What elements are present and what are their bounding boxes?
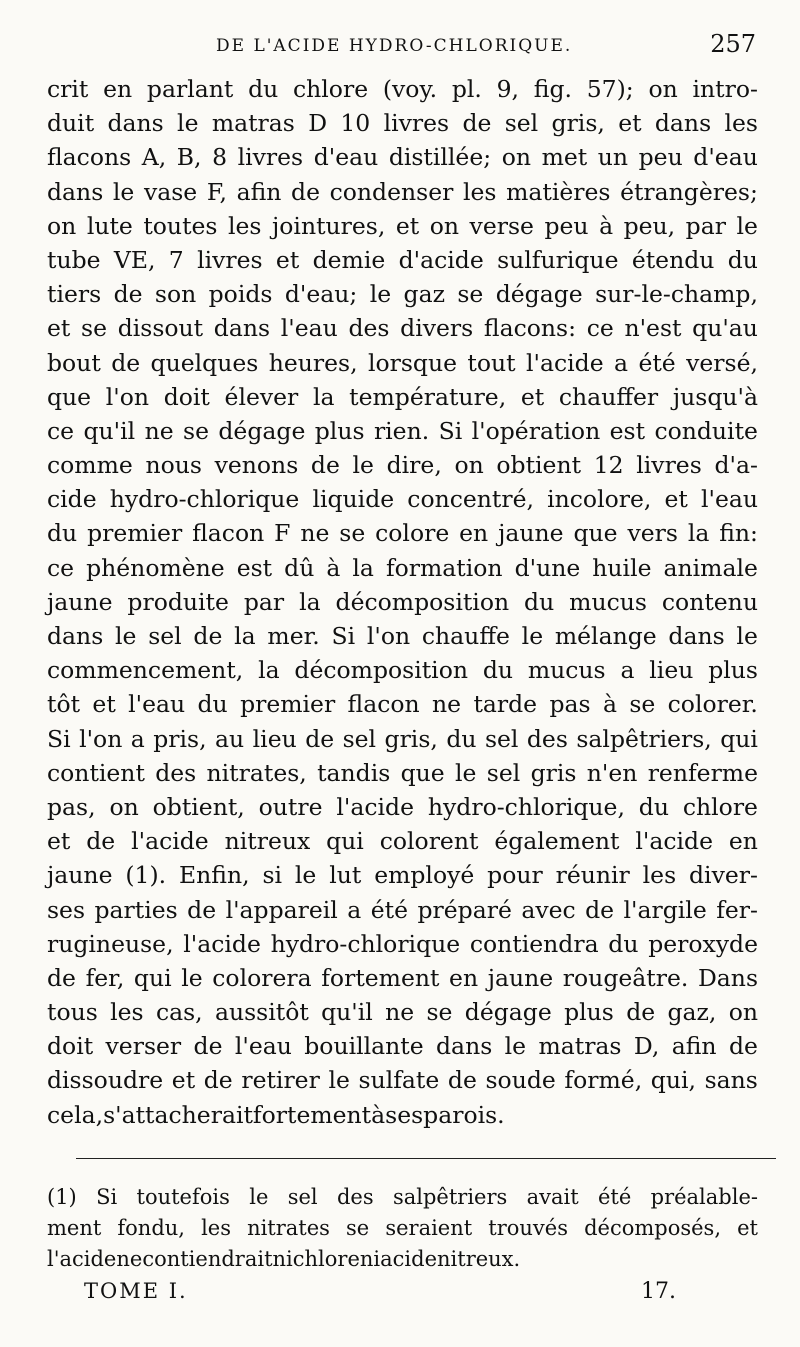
body-line: Si l'on a pris, au lieu de sel gris, du sel des salpêtriers, qui: [47, 724, 758, 753]
body-text: [47, 72, 758, 1132]
body-line: crit en parlant du chlore (voy. pl. 9, fig. 57); on intro-: [47, 75, 758, 103]
body-line: de fer, qui le colorera fortement en jaune rougeâtre. Dans: [47, 963, 758, 992]
footnote: [47, 1182, 758, 1275]
running-title: DE L'ACIDE HYDRO-CHLORIQUE.: [216, 36, 573, 56]
body-line: cela, s'attacherait fortement à ses parois.: [47, 1100, 505, 1129]
running-header: [48, 28, 756, 64]
body-line: rugineuse, l'acide hydro-chlorique contiendra du peroxyde: [47, 929, 758, 958]
body-line: commencement, la décomposition du mucus a lieu plus: [47, 656, 758, 685]
tome-label: TOME I.: [84, 1279, 188, 1303]
body-line: doit verser de l'eau bouillante dans le matras D, afin de: [47, 1032, 758, 1061]
footnote-line: ment fondu, les nitrates se seraient trouvés décomposés, et: [47, 1216, 758, 1240]
body-line: tôt et l'eau du premier flacon ne tarde pas à se colorer.: [47, 690, 758, 719]
page-number: 257: [710, 30, 756, 58]
body-line: et de l'acide nitreux qui colorent également l'acide en: [47, 827, 758, 856]
body-line: ses parties de l'appareil a été préparé avec de l'argile fer-: [47, 895, 758, 924]
page-footer: [84, 1279, 676, 1313]
body-line: ce qu'il ne se dégage plus rien. Si l'opération est conduite: [47, 416, 758, 445]
footnote-line: (1) Si toutefois le sel des salpêtriers avait été préalable-: [47, 1185, 758, 1209]
body-line: cide hydro-chlorique liquide concentré, incolore, et l'eau: [47, 485, 758, 514]
body-line: tube VE, 7 livres et demie d'acide sulfurique étendu du: [47, 245, 758, 274]
body-line: dans le vase F, afin de condenser les matières étrangères;: [47, 177, 758, 206]
signature-mark: 17.: [641, 1279, 676, 1304]
body-line: tous les cas, aussitôt qu'il ne se dégage plus de gaz, on: [47, 998, 758, 1027]
body-line: dans le sel de la mer. Si l'on chauffe le mélange dans le: [47, 622, 758, 650]
body-line: duit dans le matras D 10 livres de sel gris, et dans les: [47, 109, 758, 138]
body-line: dissoudre et de retirer le sulfate de soude formé, qui, sans: [47, 1066, 758, 1095]
body-line: bout de quelques heures, lorsque tout l'acide a été versé,: [47, 348, 758, 377]
body-line: pas, on obtient, outre l'acide hydro-chlorique, du chlore: [47, 792, 758, 821]
body-line: contient des nitrates, tandis que le sel gris n'en renferme: [47, 758, 758, 787]
body-line: tiers de son poids d'eau; le gaz se dégage sur-le-champ,: [47, 280, 758, 309]
footnote-line: l'acide ne contiendrait ni chlore ni acide nitreux.: [47, 1247, 521, 1271]
body-line: que l'on doit élever la température, et chauffer jusqu'à: [47, 382, 758, 411]
body-line: jaune (1). Enfin, si le lut employé pour réunir les diver-: [47, 861, 758, 890]
body-line: flacons A, B, 8 livres d'eau distillée; on met un peu d'eau: [47, 143, 758, 172]
body-line: du premier flacon F ne se colore en jaune que vers la fin:: [47, 519, 758, 548]
body-line: jaune produite par la décomposition du mucus contenu: [47, 587, 758, 616]
body-line: et se dissout dans l'eau des divers flacons: ce n'est qu'au: [47, 314, 758, 343]
body-line: on lute toutes les jointures, et on verse peu à peu, par le: [47, 211, 758, 240]
footnote-rule: [76, 1158, 776, 1159]
body-line: comme nous venons de le dire, on obtient 12 livres d'a-: [47, 451, 758, 480]
body-line: ce phénomène est dû à la formation d'une huile animale: [47, 553, 758, 582]
